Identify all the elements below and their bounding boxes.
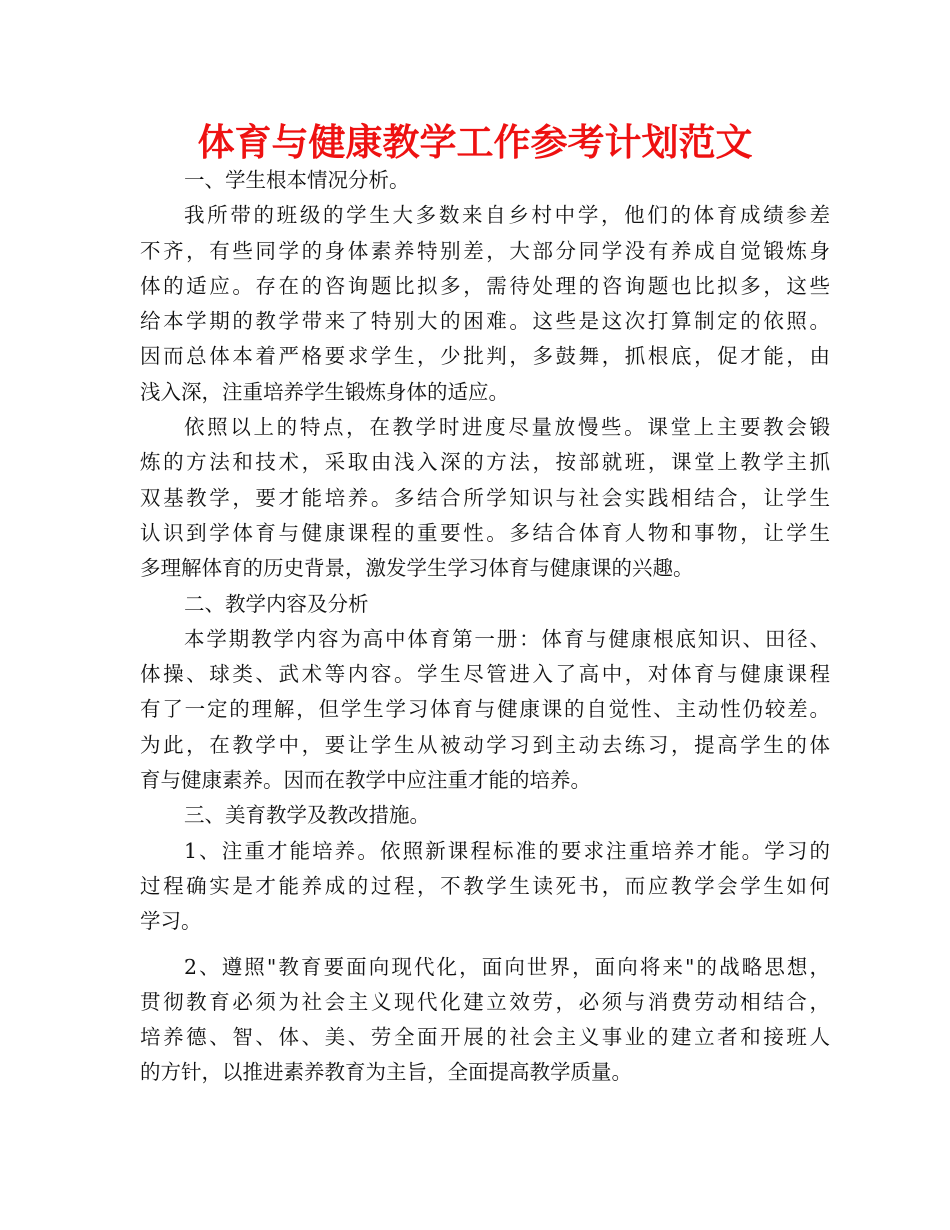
paragraph-line: 多理解体育的历史背景，激发学生学习体育与健康课的兴趣。 [140,556,694,581]
paragraph-line: 为此，在教学中，要让学生从被动学习到主动去练习，提高学生的体 [140,732,830,757]
paragraph-line: 学习。 [140,909,202,934]
paragraph-line: 本学期教学内容为高中体育第一册：体育与健康根底知识、田径、 [184,626,830,651]
paragraph-line: 给本学期的教学带来了特别大的困难。这些是这次打算制定的依照。 [140,309,830,334]
paragraph-line: 的方针，以推进素养教育为主旨，全面提高教学质量。 [140,1060,632,1085]
paragraph-line: 双基教学，要才能培养。多结合所学知识与社会实践相结合，让学生 [140,485,830,510]
paragraph-line: 体操、球类、武术等内容。学生尽管进入了高中，对体育与健康课程 [140,662,830,687]
paragraph-line: 体的适应。存在的咨询题比拟多，需待处理的咨询题也比拟多，这些 [140,273,830,298]
paragraph-line: 因而总体本着严格要求学生，少批判，多鼓舞，抓根底，促才能，由 [140,344,830,369]
paragraph-line: 炼的方法和技术，采取由浅入深的方法，按部就班，课堂上教学主抓 [140,450,830,475]
paragraph-line: 过程确实是才能养成的过程，不教学生读死书，而应教学会学生如何 [140,873,830,898]
paragraph-line: 2、遵照"教育要面向现代化，面向世界，面向将来"的战略思想， [184,954,830,979]
section-heading-3: 三、美育教学及教改措施。 [184,803,430,828]
document-title: 体育与健康教学工作参考计划范文 [197,121,753,164]
paragraph-spacer [140,940,830,950]
paragraph-line: 我所带的班级的学生大多数来自乡村中学，他们的体育成绩参差 [184,203,830,228]
paragraph-line: 育与健康素养。因而在教学中应注重才能的培养。 [140,768,591,793]
paragraph-line: 1、注重才能培养。依照新课程标准的要求注重培养才能。学习的 [184,838,830,863]
section-heading-1: 一、学生根本情况分析。 [184,168,410,192]
section-heading-2: 二、教学内容及分析 [184,591,369,616]
paragraph-line: 不齐，有些同学的身体素养特别差，大部分同学没有养成自觉锻炼身 [140,238,830,263]
paragraph-line: 认识到学体育与健康课程的重要性。多结合体育人物和事物，让学生 [140,520,830,545]
paragraph-line: 浅入深，注重培养学生锻炼身体的适应。 [140,379,509,404]
paragraph-line: 贯彻教育必须为社会主义现代化建立效劳，必须与消费劳动相结合， [140,989,830,1014]
document-body [140,163,830,1091]
paragraph-line: 培养德、智、体、美、劳全面开展的社会主义事业的建立者和接班人 [140,1025,830,1050]
paragraph-line: 依照以上的特点，在教学时进度尽量放慢些。课堂上主要教会锻 [184,415,830,440]
paragraph-line: 有了一定的理解，但学生学习体育与健康课的自觉性、主动性仍较差。 [140,697,830,722]
